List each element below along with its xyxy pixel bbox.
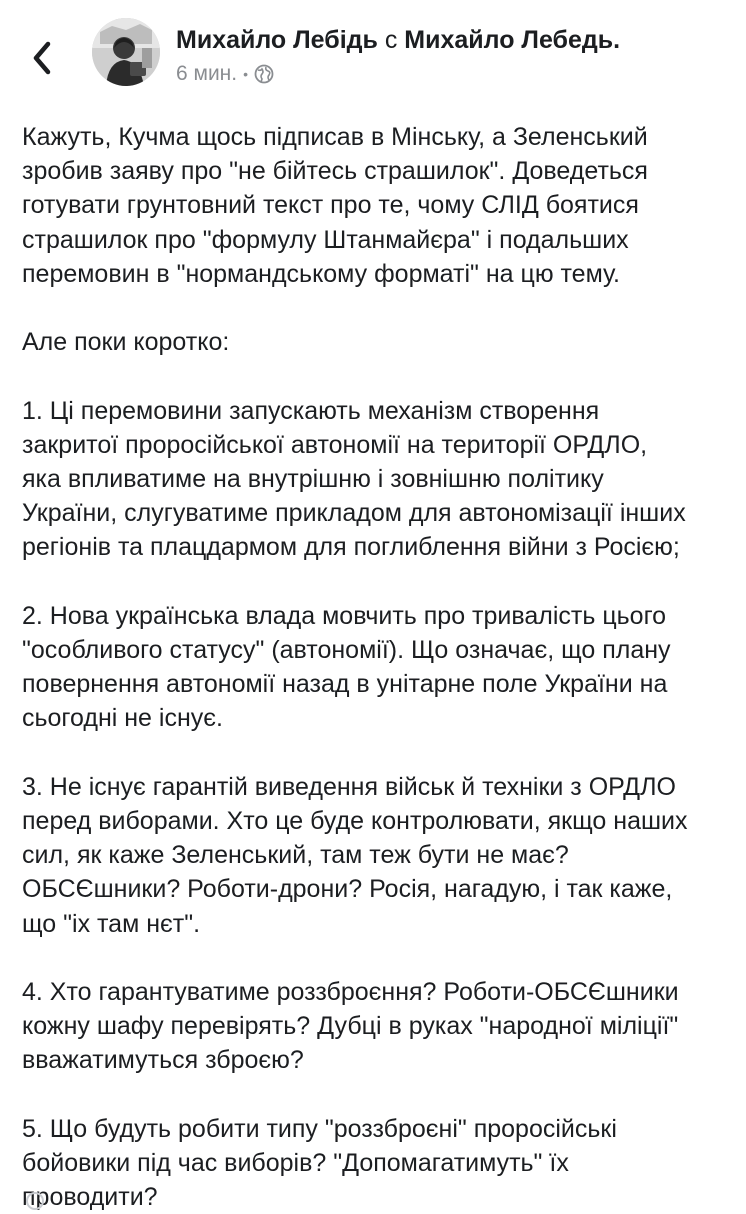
tagged-user-name[interactable]: Михайло Лебедь.: [404, 26, 621, 54]
chevron-left-icon: [31, 40, 53, 76]
post-paragraph: Але поки коротко:: [22, 328, 230, 357]
post-paragraph: 3. Не існує гарантій виведення військ й техніки з ОРДЛО перед виборами. Хто це буде контролювати, якщо наших сил, як каже Зеленський, там теж бути не має? ОБСЄшники? Роботи-дрони? Росія, нагадую, і так каже, що "іх там нєт".: [22, 772, 688, 938]
post-paragraph: 5. Що будуть робити типу "роззброєні" проросійські бойовики під час виборів? "Допомагатимуть" їх проводити?: [22, 1114, 617, 1212]
post-body: [22, 120, 730, 1214]
globe-icon: [254, 64, 274, 84]
post-paragraph: Кажуть, Кучма щось підписав в Мінську, а Зеленський зробив заяву про "не бійтесь страшилок". Доведеться готувати грунтовний текст про те, чому СЛІД боятися страшилок про "формулу Штанмайєра" і подальших перемовин в "нормандському форматі" на цю тему.: [22, 123, 648, 288]
author-line: [176, 24, 620, 56]
avatar[interactable]: [92, 18, 160, 86]
post-paragraph: 2. Нова українська влада мовчить про тривалість цього "особливого статусу" (автономії). Що означає, що плану повернення автономії назад в унітарне поле України на сьогодні не існує.: [22, 601, 671, 733]
post-timestamp[interactable]: 6 мин.: [176, 62, 238, 85]
post-header: [0, 0, 746, 100]
meta-separator: •: [243, 66, 249, 82]
author-name[interactable]: Михайло Лебідь: [176, 26, 378, 54]
post-meta: [176, 60, 274, 88]
next-content-peek: [26, 1192, 44, 1210]
with-connector: с: [384, 26, 398, 54]
post-paragraph: 4. Хто гарантуватиме роззброєння? Роботи-ОБСЄшники кожну шафу перевірять? Дубці в руках "народної міліції" вважатимуться зброєю?: [22, 978, 679, 1075]
post-paragraph: 1. Ці перемовини запускають механізм створення закритої проросійської автономії на території ОРДЛО, яка впливатиме на внутрішню і зовнішню політику України, слугуватиме прикладом для автономізації інших регіонів та плацдармом для поглиблення війни з Росією;: [22, 396, 686, 562]
avatar-photo: [92, 18, 160, 86]
back-button[interactable]: [22, 32, 62, 84]
